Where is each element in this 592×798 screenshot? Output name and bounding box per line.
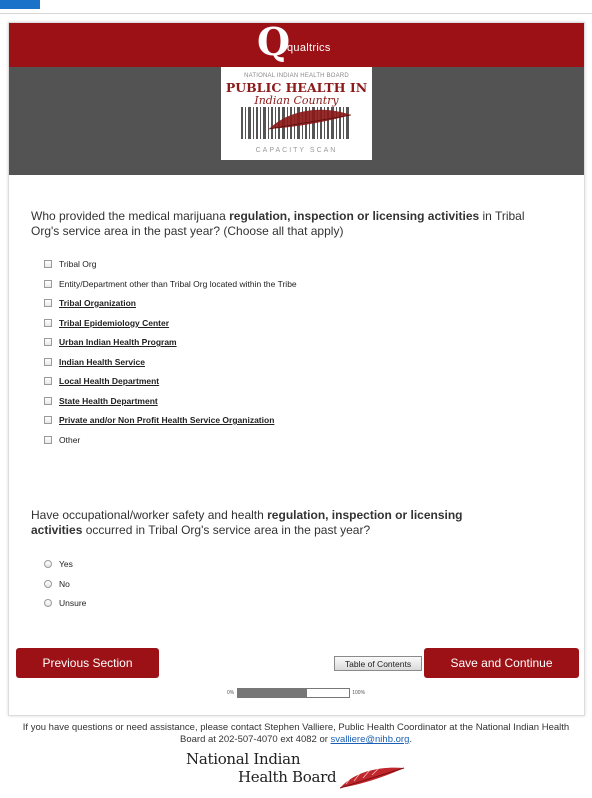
nihb-logo	[186, 750, 406, 794]
option-entity-department[interactable]	[44, 277, 297, 291]
option-label-link[interactable]: Indian Health Service	[59, 357, 145, 367]
question-1-text-end: in Tribal Org's service area in the past year? (Choose all that apply)	[31, 209, 525, 238]
progress-bar	[237, 688, 350, 698]
logo-footer-text: CAPACITY SCAN	[255, 147, 338, 154]
option-tribal-organization[interactable]	[44, 296, 136, 310]
qualtrics-q-letter: Q	[257, 19, 291, 64]
radio-option-unsure[interactable]	[44, 596, 86, 610]
option-tribal-epi-center[interactable]	[44, 316, 169, 330]
help-footer-text: If you have questions or need assistance, please contact Stephen Valliere, Public Health Coordinator at the National Indian Health Board at 202-507-4070 ext 4082 or	[22, 722, 570, 745]
checkbox[interactable]	[44, 358, 52, 366]
survey-card	[8, 19, 585, 716]
logo-org-name: NATIONAL INDIAN HEALTH BOARD	[244, 73, 349, 79]
logo-script-text: Indian Country	[254, 94, 339, 107]
option-label-link[interactable]: State Health Department	[59, 396, 158, 406]
option-label-link[interactable]: Private and/or Non Profit Health Service Organization	[59, 415, 275, 425]
radio-label: Unsure	[59, 598, 87, 608]
option-label: Entity/Department other than Tribal Org located within the Tribe	[59, 279, 297, 289]
radio-button[interactable]	[44, 580, 52, 588]
radio-label: Yes	[59, 559, 73, 569]
survey-banner	[9, 67, 584, 175]
option-indian-health-service[interactable]	[44, 355, 145, 369]
progress-max-label: 100%	[352, 690, 366, 696]
table-of-contents-button[interactable]: Table of Contents	[334, 656, 422, 671]
option-local-health-dept[interactable]	[44, 374, 159, 388]
feather-icon	[336, 762, 406, 792]
qualtrics-logo	[257, 19, 337, 64]
checkbox[interactable]	[44, 377, 52, 385]
option-other[interactable]	[44, 433, 80, 447]
contact-email-link[interactable]: svalliere@nihb.org	[330, 734, 410, 745]
question-1-text-start: Who provided the medical marijuana	[31, 209, 230, 223]
previous-section-button[interactable]: Previous Section	[16, 648, 159, 678]
option-label-link[interactable]: Tribal Organization	[59, 298, 136, 308]
capacity-scan-logo	[221, 67, 372, 160]
option-label: Tribal Org	[59, 259, 97, 269]
help-footer-end: .	[409, 734, 412, 745]
option-urban-indian-health[interactable]	[44, 335, 177, 349]
checkbox[interactable]	[44, 280, 52, 288]
barcode-feather-icon	[239, 101, 354, 143]
logo-title: PUBLIC HEALTH IN	[225, 80, 368, 95]
top-accent-bar	[0, 0, 40, 9]
question-2-text-bold: regulation, inspection or licensing activities	[31, 508, 463, 537]
qualtrics-header	[9, 19, 584, 67]
option-label: Other	[59, 435, 81, 445]
option-tribal-org[interactable]	[44, 257, 96, 271]
checkbox[interactable]	[44, 338, 52, 346]
radio-option-no[interactable]	[44, 577, 70, 591]
option-label-link[interactable]: Local Health Department	[59, 376, 160, 386]
checkbox[interactable]	[44, 416, 52, 424]
help-footer	[20, 722, 572, 746]
radio-button[interactable]	[44, 560, 52, 568]
option-label-link[interactable]: Urban Indian Health Program	[59, 337, 177, 347]
question-2-text-end: occurred in Tribal Org's service area in the past year?	[82, 523, 371, 537]
radio-button[interactable]	[44, 599, 52, 607]
checkbox[interactable]	[44, 299, 52, 307]
qualtrics-wordmark: qualtrics	[287, 42, 331, 54]
option-label-link[interactable]: Tribal Epidemiology Center	[59, 318, 170, 328]
option-private-nonprofit[interactable]	[44, 413, 274, 427]
question-2-text	[31, 508, 471, 538]
option-state-health-dept[interactable]	[44, 394, 158, 408]
nihb-logo-line-2: Health Board	[238, 768, 337, 786]
checkbox[interactable]	[44, 397, 52, 405]
question-1-text-bold: regulation, inspection or licensing activities	[229, 209, 480, 223]
radio-option-yes[interactable]	[44, 557, 73, 571]
checkbox[interactable]	[44, 260, 52, 268]
radio-label: No	[59, 579, 70, 589]
progress-min-label: 0%	[227, 690, 235, 696]
nihb-logo-line-1: National Indian	[186, 750, 301, 768]
progress-bar-fill	[238, 689, 307, 697]
question-2-text-start: Have occupational/worker safety and health	[31, 508, 268, 522]
checkbox[interactable]	[44, 319, 52, 327]
save-and-continue-button[interactable]: Save and Continue	[424, 648, 579, 678]
progress-indicator	[227, 687, 365, 699]
browser-top-strip	[0, 0, 592, 14]
checkbox[interactable]	[44, 436, 52, 444]
question-1-text	[31, 209, 541, 239]
